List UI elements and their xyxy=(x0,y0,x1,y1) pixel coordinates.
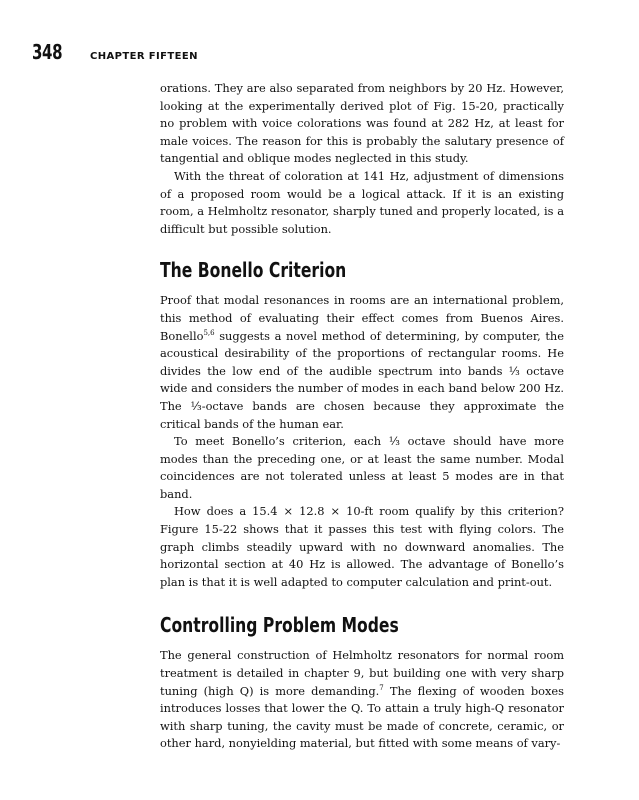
paragraph-4: To meet Bonello’s criterion, each ⅓ octave should have more modes than the preceding one, or at least the same number. Modal coincidences are not tolerated unless at least 5 modes are in that band. xyxy=(160,434,564,501)
running-header xyxy=(32,40,198,64)
paragraph-6-rest: The flexing of wooden boxes introduces losses that lower the Q. To attain a truly high-Q resonator with sharp tuning, the cavity must be made of concrete, ceramic, or other hard, nonyielding material, but fitted with some means of vary- xyxy=(160,683,564,751)
paragraph-3-start: Proof that modal resonances in rooms are an international problem, this method of evaluating their effect comes from Buenos Aires. Bonello xyxy=(160,293,564,343)
section-heading-bonello: The Bonello Criterion xyxy=(160,258,347,283)
paragraph-6-start: The general construction of Helmholtz resonators for normal room treatment is detailed in chapter 9, but building one with very sharp tuning (high Q) is more demanding. xyxy=(160,648,564,698)
paragraph-1: orations. They are also separated from neighbors by 20 Hz. However, looking at the experimentally derived plot of Fig. 15-20, practically no problem with voice colorations was found at 282 Hz, at least for male voices. The reason for this is probably the salutary presence of tangential and oblique modes neglected in this study. xyxy=(160,81,564,166)
page-number: 348 xyxy=(32,40,63,64)
footnote-ref-7: 7 xyxy=(379,683,384,692)
paragraph-3 xyxy=(160,292,564,433)
footnote-ref-5-6: 5,6 xyxy=(203,328,215,337)
chapter-title: CHAPTER FIFTEEN xyxy=(90,51,198,62)
paragraph-2: With the threat of coloration at 141 Hz, adjustment of dimensions of a proposed room would be a logical attack. If it is an existing room, a Helmholtz resonator, sharply tuned and properly located, is a difficult but possible solution. xyxy=(160,168,564,236)
paragraph-3-rest: suggests a novel method of determining, by computer, the acoustical desirability of the proportions of rectangular rooms. He divides the low end of the audible spectrum into bands ⅓ octave wide and considers the number of modes in each band below 200 Hz. The ⅓-octave bands are chosen because they approximate the critical bands of the human ear. xyxy=(160,328,564,431)
section-heading-controlling-modes: Controlling Problem Modes xyxy=(160,613,399,638)
paragraph-6 xyxy=(160,647,564,753)
paragraph-5: How does a 15.4 × 12.8 × 10-ft room qualify by this criterion? Figure 15-22 shows that it passes this test with flying colors. The graph climbs steadily upward with no downward anomalies. The horizontal section at 40 Hz is allowed. The advantage of Bonello’s plan is that it is well adapted to computer calculation and print-out. xyxy=(160,504,564,589)
body-text xyxy=(160,80,564,753)
